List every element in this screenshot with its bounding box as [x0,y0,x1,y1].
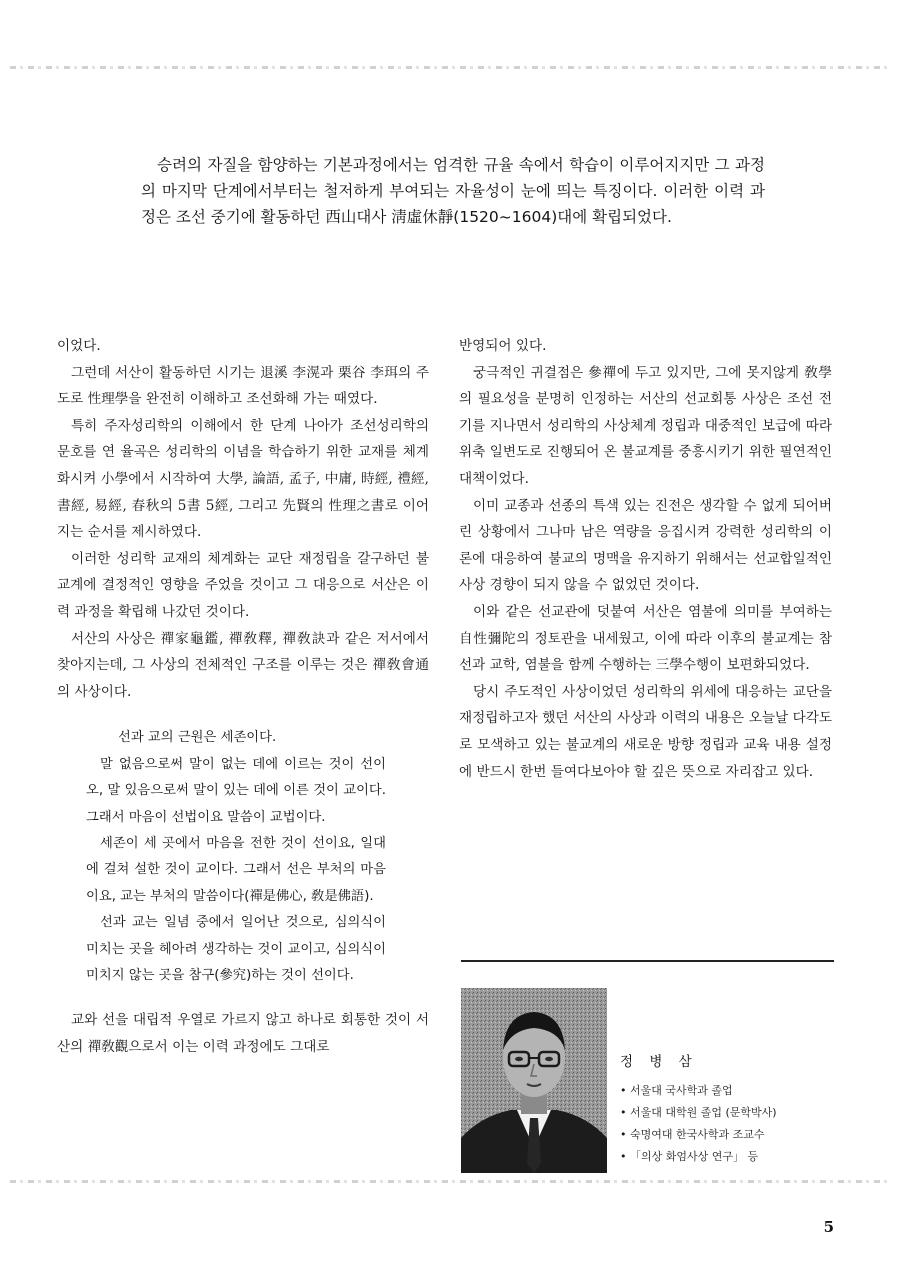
author-info [620,1050,840,1168]
right-column [459,333,832,785]
left-paragraph-5: 서산의 사상은 禪家龜鑑, 禪敎釋, 禪敎訣과 같은 저서에서 찾아지는데, 그 사상의 전체적인 구조를 이루는 것은 禪敎會通의 사상이다. [57,630,429,700]
author-credit: • 서울대 국사학과 졸업 [620,1080,840,1102]
right-paragraph-5: 당시 주도적인 사상이었던 성리학의 위세에 대응하는 교단을 재정립하고자 했던 서산의 사상과 이력의 내용은 오늘날 다각도로 모색하고 있는 불교계의 새로운 방향 정립과 교육 내용 설정에 반드시 한번 들여다보아야 할 깊은 뜻으로 자리잡고 있다. [459,683,832,780]
page-number: 5 [823,1218,834,1236]
left-paragraph-3: 특히 주자성리학의 이해에서 한 단계 나아가 조선성리학의 문호를 연 율곡은 성리학의 이념을 학습하기 위한 교재를 체계화시켜 小學에서 시작하여 大學, 論語, 孟子, 中庸, 時經, 禮經, 書經, 易經, 春秋의 5書 5經, 그리고 先賢의 性理之書로 이어지는 순서를 제시하였다. [57,417,429,541]
left-column [57,333,429,1061]
right-paragraph-2: 궁극적인 귀결점은 參禪에 두고 있지만, 그에 못지않게 敎學의 필요성을 분명히 인정하는 서산의 선교회통 사상은 조선 전기를 지나면서 성리학의 사상체계 정립과 대중적인 보급에 따라 위축 일변도로 진행되어 온 불교계를 중흥시키기 위한 필연적인 대책이었다. [459,364,832,487]
intro-text: 승려의 자질을 함양하는 기본과정에서는 엄격한 규율 속에서 학습이 이루어지지만 그 과정의 마지막 단계에서부터는 철저하게 부여되는 자율성이 눈에 띄는 특징이다. 이러한 이력 과정은 조선 중기에 활동하던 西山대사 淸虛休靜(1520~1604)대에 확립되었다. [141,156,765,226]
intro-paragraph [141,152,765,230]
left-paragraph-1: 이었다. [57,338,101,354]
scan-artifact-top [10,66,890,69]
author-name: 정 병 삼 [620,1054,698,1070]
quote-paragraph-3: 세존이 세 곳에서 마음을 전한 것이 선이요, 일대에 걸쳐 설한 것이 교이다. 그래서 선은 부처의 마음이요, 교는 부처의 말씀이다(禪是佛心, 敎是佛語). [86,835,386,904]
right-paragraph-4: 이와 같은 선교관에 덧붙여 서산은 염불에 의미를 부여하는 自性彌陀의 정토관을 내세웠고, 이에 따라 이후의 불교계는 참선과 교학, 염불을 함께 수행하는 三學수행이 보편화되었다. [459,603,832,674]
author-credits [620,1080,840,1168]
left-paragraph-4: 이러한 성리학 교재의 체계화는 교단 재정립을 갈구하던 불교계에 결정적인 영향을 주었을 것이고 그 대응으로 서산은 이력 과정을 확립해 나갔던 것이다. [57,550,429,620]
author-credit: • 숙명여대 한국사학과 조교수 [620,1124,840,1146]
right-paragraph-1: 반영되어 있다. [459,338,547,354]
left-paragraph-6: 교와 선을 대립적 우열로 가르지 않고 하나로 회통한 것이 서산의 禪敎觀으로서 이는 이력 과정에도 그대로 [57,1012,429,1055]
quote-line-1: 선과 교의 근원은 세존이다. [118,730,277,746]
right-paragraph-3: 이미 교종과 선종의 특색 있는 진전은 생각할 수 없게 되어버린 상황에서 그나마 남은 역량을 응집시켜 강력한 성리학의 이론에 대응하여 불교의 명맥을 유지하기 위해서는 선교합일적인 사상 경향이 되지 않을 수 없었던 것이다. [459,497,832,594]
author-divider [461,960,834,962]
block-quote [86,725,386,989]
scan-artifact-bottom [10,1180,890,1183]
quote-paragraph-4: 선과 교는 일념 중에서 일어난 것으로, 심의식이 미치는 곳을 헤아려 생각하는 것이 교이고, 심의식이 미치지 않는 곳을 참구(參究)하는 것이 선이다. [86,915,386,983]
quote-paragraph-2: 말 없음으로써 말이 없는 데에 이르는 것이 선이오, 말 있음으로써 말이 있는 데에 이른 것이 교이다. 그래서 마음이 선법이요 말씀이 교법이다. [86,756,386,825]
author-credit: • 서울대 대학원 졸업 (문학박사) [620,1102,840,1124]
author-photo [461,988,607,1173]
left-paragraph-2: 그런데 서산이 활동하던 시기는 退溪 李滉과 栗谷 李珥의 주도로 性理學을 완전히 이해하고 조선화해 가는 때였다. [57,364,429,408]
author-credit: • 「의상 화엄사상 연구」 등 [620,1146,840,1168]
